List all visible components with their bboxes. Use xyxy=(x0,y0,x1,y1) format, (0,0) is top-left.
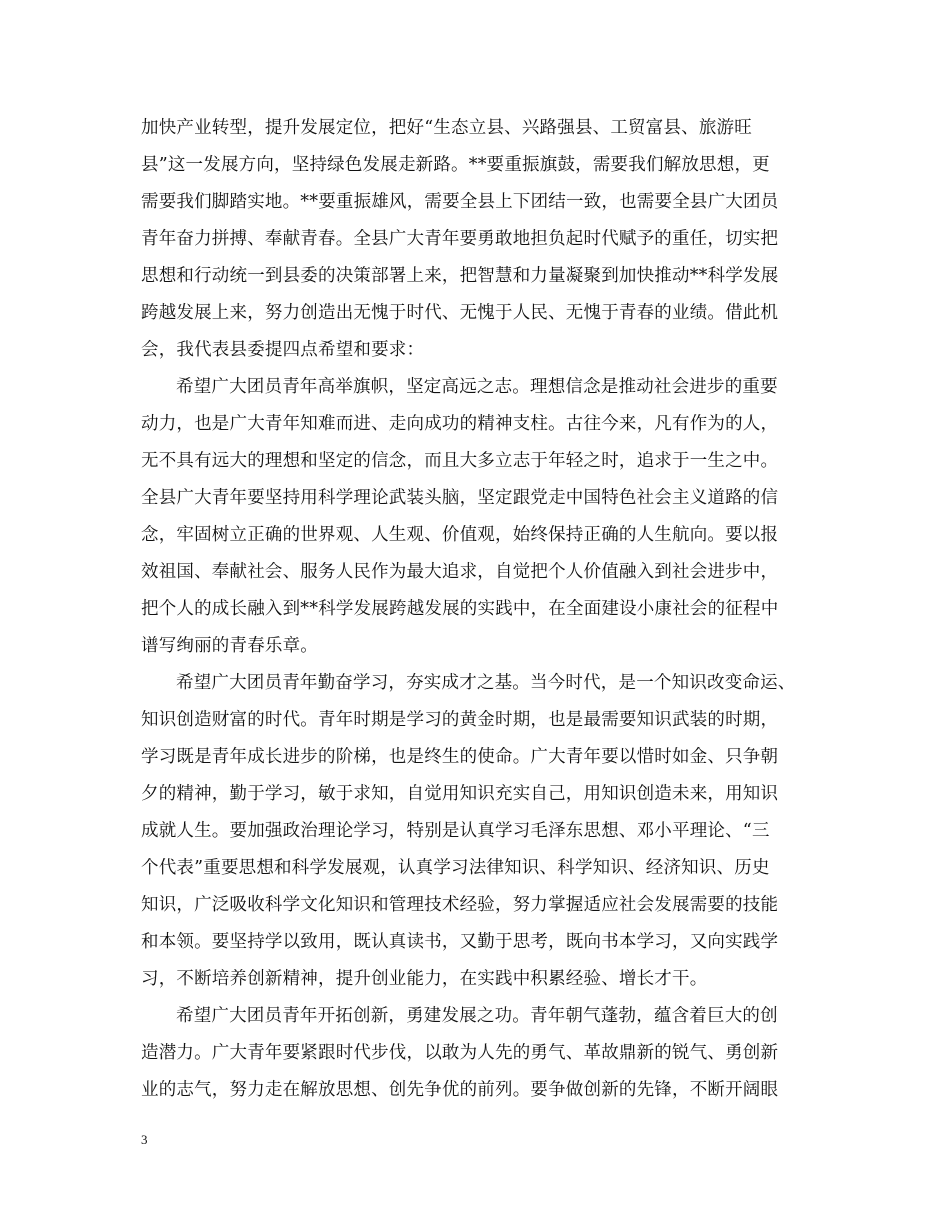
text-line: 加快产业转型，提升发展定位，把好“生态立县、兴路强县、工贸富县、旅游旺 xyxy=(141,118,752,138)
text-line: 希望广大团员青年高举旗帜，坚定高远之志。理想信念是推动社会进步的重要 xyxy=(176,377,778,397)
text-line: 业的志气，努力走在解放思想、创先争优的前列。要争做创新的先锋，不断开阔眼 xyxy=(141,1080,779,1100)
text-line: 动力，也是广大青年知难而进、走向成功的精神支柱。古往今来，凡有作为的人， xyxy=(141,414,779,434)
text-line: 需要我们脚踏实地。**要重振雄风，需要全县上下团结一致，也需要全县广大团员 xyxy=(141,192,779,212)
text-line: 无不具有远大的理想和坚定的信念，而且大多立志于年轻之时，追求于一生之中。 xyxy=(141,451,779,471)
text-line: 造潜力。广大青年要紧跟时代步伐，以敢为人先的勇气、革故鼎新的锐气、勇创新 xyxy=(141,1043,779,1063)
page-number: 3 xyxy=(141,1132,148,1147)
body-text xyxy=(141,110,811,1109)
paragraph xyxy=(141,998,811,1109)
text-line: 个代表”重要思想和科学发展观，认真学习法律知识、科学知识、经济知识、历史 xyxy=(141,858,770,878)
paragraph xyxy=(141,369,811,665)
text-line: 希望广大团员青年开拓创新，勇建发展之功。青年朝气蓬勃，蕴含着巨大的创 xyxy=(176,1006,778,1026)
text-line: 谱写绚丽的青春乐章。 xyxy=(141,636,318,656)
text-line: 知识，广泛吸收科学文化知识和管理技术经验，努力掌握适应社会发展需要的技能 xyxy=(141,895,779,915)
text-line: 习，不断培养创新精神，提升创业能力，在实践中积累经验、增长才干。 xyxy=(141,969,708,989)
text-line: 效祖国、奉献社会、服务人民作为最大追求，自觉把个人价值融入到社会进步中， xyxy=(141,562,779,582)
text-line: 知识创造财富的时代。青年时期是学习的黄金时期，也是最需要知识武装的时期， xyxy=(141,710,779,730)
text-line: 和本领。要坚持学以致用，既认真读书，又勤于思考，既向书本学习，又向实践学 xyxy=(141,932,779,952)
text-line: 县”这一发展方向，坚持绿色发展走新路。**要重振旗鼓，需要我们解放思想，更 xyxy=(141,155,770,175)
text-line: 学习既是青年成长进步的阶梯，也是终生的使命。广大青年要以惜时如金、只争朝 xyxy=(141,747,779,767)
text-line: 把个人的成长融入到**科学发展跨越发展的实践中，在全面建设小康社会的征程中 xyxy=(141,599,779,619)
paragraph xyxy=(141,110,811,369)
text-line: 思想和行动统一到县委的决策部署上来，把智慧和力量凝聚到加快推动**科学发展 xyxy=(141,266,779,286)
text-line: 全县广大青年要坚持用科学理论武装头脑，坚定跟党走中国特色社会主义道路的信 xyxy=(141,488,779,508)
text-line: 会，我代表县委提四点希望和要求： xyxy=(141,340,425,360)
text-line: 青年奋力拼搏、奉献青春。全县广大青年要勇敢地担负起时代赋予的重任，切实把 xyxy=(141,229,779,249)
paragraph xyxy=(141,665,811,998)
text-line: 夕的精神，勤于学习，敏于求知，自觉用知识充实自己，用知识创造未来，用知识 xyxy=(141,784,779,804)
text-line: 成就人生。要加强政治理论学习，特别是认真学习毛泽东思想、邓小平理论、“三 xyxy=(141,821,770,841)
text-line: 希望广大团员青年勤奋学习，夯实成才之基。当今时代，是一个知识改变命运、 xyxy=(176,673,796,693)
text-line: 跨越发展上来，努力创造出无愧于时代、无愧于人民、无愧于青春的业绩。借此机 xyxy=(141,303,779,323)
text-line: 念，牢固树立正确的世界观、人生观、价值观，始终保持正确的人生航向。要以报 xyxy=(141,525,779,545)
